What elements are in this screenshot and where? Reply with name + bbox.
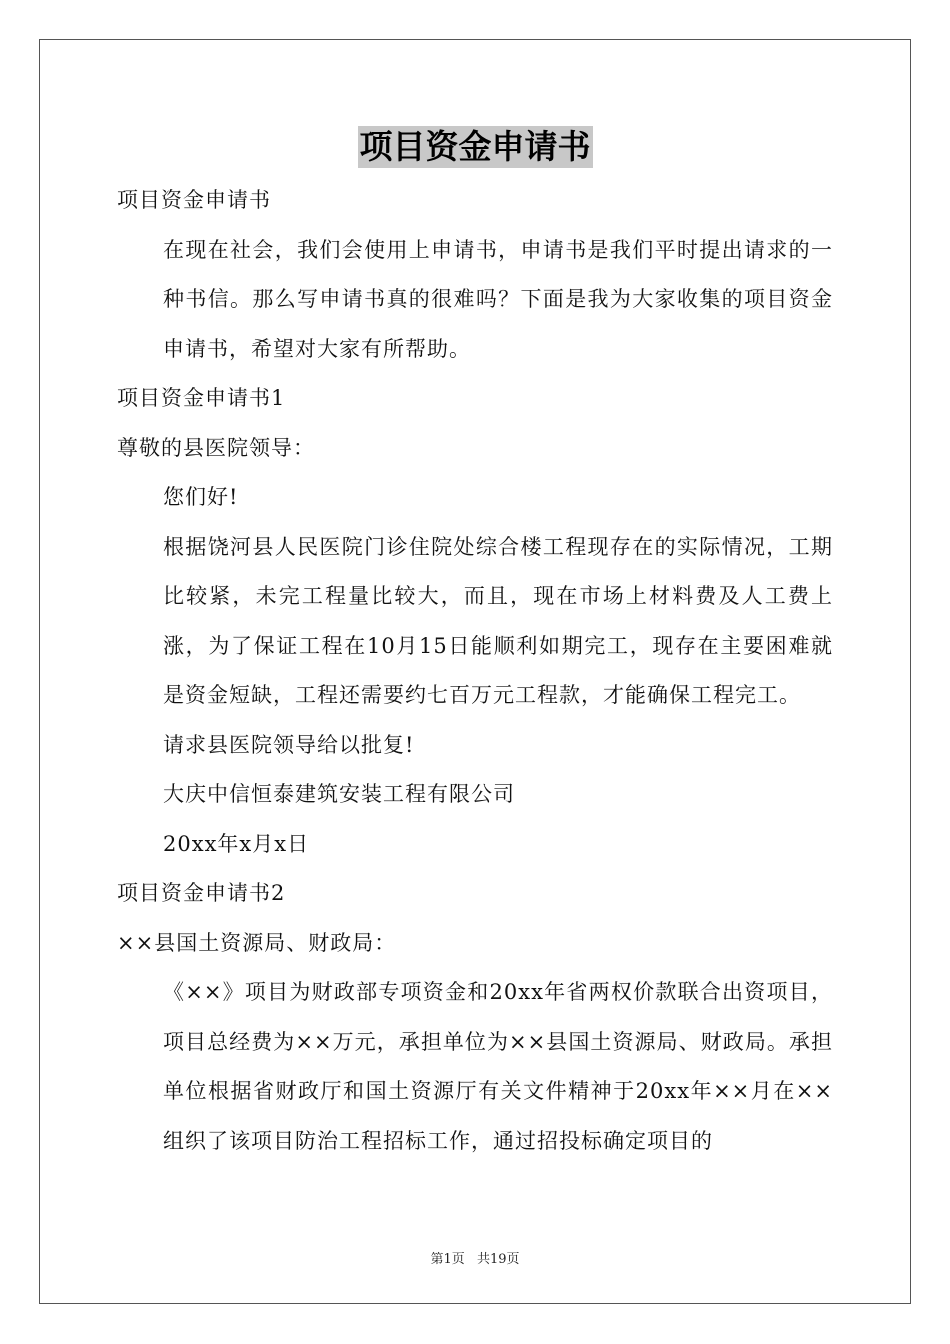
document-body (117, 176, 833, 1166)
paragraph: 项目资金申请书 (117, 188, 271, 212)
paragraph: 《××》项目为财政部专项资金和20xx年省两权价款联合出资项目，项目总经费为××万元，承担单位为××县国土资源局、财政局。承担单位根据省财政厅和国土资源厅有关文件精神于20xx年××月在××组织了该项目防治工程招标工作，通过招投标确定项目的 (163, 980, 833, 1153)
section-heading: 项目资金申请书1 (117, 386, 286, 410)
paragraph: 在现在社会，我们会使用上申请书，申请书是我们平时提出请求的一种书信。那么写申请书真的很难吗？下面是我为大家收集的项目资金申请书，希望对大家有所帮助。 (163, 237, 833, 361)
title-container (0, 126, 950, 168)
greeting: 您们好! (163, 485, 239, 509)
document-title: 项目资金申请书 (359, 127, 591, 166)
paragraph: 根据饶河县人民医院门诊住院处综合楼工程现存在的实际情况，工期比较紧，未完工程量比较大，而且，现在市场上材料费及人工费上涨，为了保证工程在10月15日能顺利如期完工，现存在主要困难就是资金短缺，工程还需要约七百万元工程款，才能确保工程完工。 (163, 534, 833, 707)
signature-company: 大庆中信恒泰建筑安装工程有限公司 (163, 782, 515, 806)
section-heading: 项目资金申请书2 (117, 881, 286, 905)
salutation: 尊敬的县医院领导： (117, 435, 315, 460)
salutation: ××县国土资源局、财政局： (117, 930, 397, 955)
page-number: 第1页 (430, 1252, 465, 1267)
signature-date: 20xx年x月x日 (163, 831, 310, 856)
page-total: 共19页 (476, 1252, 520, 1267)
request-line: 请求县医院领导给以批复! (163, 732, 415, 757)
page-footer (0, 1248, 950, 1267)
